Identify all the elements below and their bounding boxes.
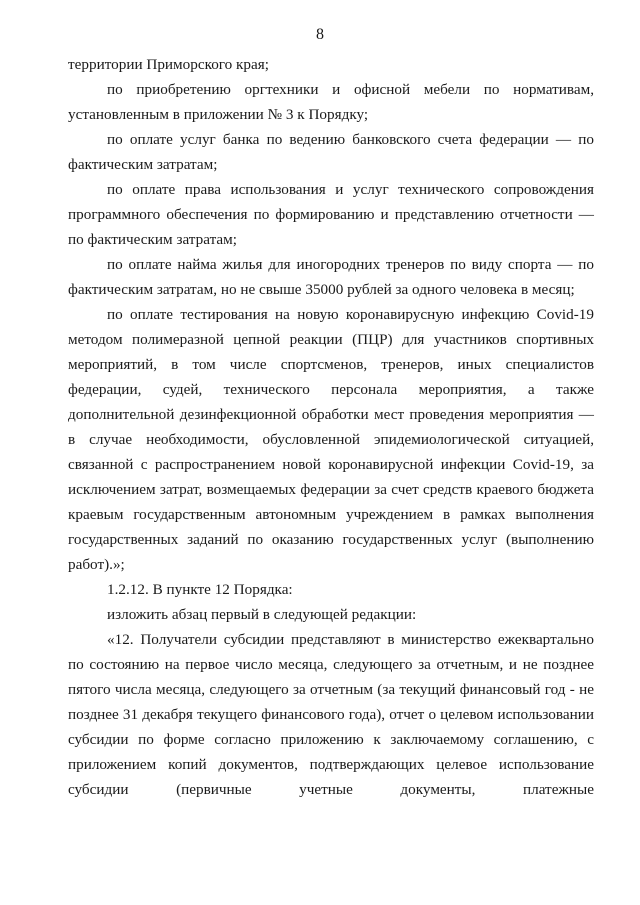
page-number: 8 bbox=[316, 26, 324, 43]
document-body bbox=[68, 52, 594, 802]
paragraph-office-equipment: по приобретению оргтехники и офисной мебели по нормативам, установленным в приложении № 3 к Порядку; bbox=[68, 81, 594, 123]
paragraph-bank-services: по оплате услуг банка по ведению банковского счета федерации — по фактическим затратам; bbox=[68, 131, 594, 173]
paragraph-housing-rent: по оплате найма жилья для иногородних тренеров по виду спорта — по фактическим затратам, но не свыше 35000 рублей за одного человека в месяц; bbox=[68, 256, 594, 298]
paragraph-amend-first: изложить абзац первый в следующей редакции: bbox=[107, 606, 417, 623]
paragraph-clause-1-2-12: 1.2.12. В пункте 12 Порядка: bbox=[107, 581, 293, 598]
paragraph-clause-12: «12. Получатели субсидии представляют в министерство ежеквартально по состоянию на первое число месяца, следующего за отчетным, и не позднее пятого числа месяца, следующего за отчетным (за текущий финансовый год - не позднее 31 декабря текущего финансового года), отчет о целевом использовании субсидии по форме согласно приложению к заключаемому соглашению, с приложением копий документов, подтверждающих целевое использование субсидии (первичные учетные документы, платежные bbox=[68, 631, 594, 798]
paragraph-covid-testing: по оплате тестирования на новую коронавирусную инфекцию Covid-19 методом полимеразной цепной реакции (ПЦР) для участников спортивных мероприятий, в том числе спортсменов, тренеров, иных специалистов федерации, судей, технического персонала мероприятия, а также дополнительной дезинфекционной обработки мест проведения мероприятия — в случае необходимости, обусловленной эпидемиологической ситуацией, связанной с распространением новой коронавирусной инфекции Covid-19, за исключением затрат, возмещаемых федерации за счет средств краевого бюджета краевым государственным автономным учреждением в рамках выполнения государственных заданий по оказанию государственных услуг (выполнению работ).»; bbox=[68, 306, 594, 573]
paragraph-software-rights: по оплате права использования и услуг технического сопровождения программного обеспечения по формированию и представлению отчетности — по фактическим затратам; bbox=[68, 181, 594, 248]
paragraph-territory: территории Приморского края; bbox=[68, 56, 269, 73]
